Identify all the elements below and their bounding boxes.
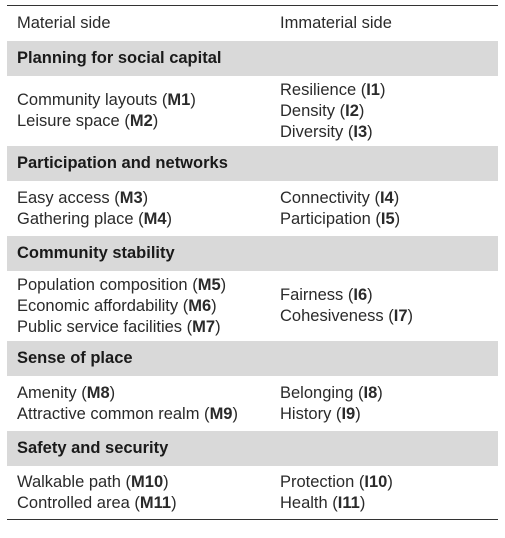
list-item: Diversity (I3) [280, 122, 373, 141]
item-code: I9 [341, 404, 356, 423]
item-code: I11 [337, 493, 360, 512]
item-code: I2 [345, 101, 359, 120]
item-code: I8 [363, 383, 378, 402]
item-code: I5 [380, 209, 395, 228]
list-item: Economic affordability (M6) [17, 296, 217, 315]
table-bottom-rule [7, 519, 498, 520]
item-text: Population composition [17, 275, 188, 294]
immaterial-list [270, 383, 498, 425]
item-text: Public service facilities [17, 317, 183, 336]
item-text: Belonging [280, 383, 354, 402]
material-list [7, 188, 270, 230]
list-item: Cohesiveness (I7) [280, 307, 413, 325]
item-code: I10 [364, 472, 388, 491]
header-immaterial: Immaterial side [280, 13, 392, 32]
item-text: Controlled area [17, 493, 130, 512]
item-text: Density [280, 101, 336, 120]
item-text: Gathering place [17, 209, 134, 228]
section-body [7, 76, 498, 146]
item-code: M8 [86, 383, 110, 402]
item-text: Attractive common realm [17, 404, 200, 423]
item-text: Easy access [17, 188, 110, 207]
list-item: Health (I11) [280, 493, 366, 512]
item-text: Fairness [280, 286, 344, 304]
section-body [7, 271, 498, 341]
material-list [7, 90, 270, 132]
indicator-table [7, 5, 498, 520]
item-text: Economic affordability [17, 296, 179, 315]
immaterial-list [270, 188, 498, 230]
section-body [7, 376, 498, 431]
item-code: M7 [192, 317, 216, 336]
item-text: Resilience [280, 80, 357, 99]
item-code: M4 [143, 209, 167, 228]
immaterial-list [270, 80, 498, 143]
item-code: I3 [353, 122, 368, 141]
section-body [7, 466, 498, 519]
list-item: Density (I2) [280, 101, 365, 120]
item-text: Health [280, 493, 328, 512]
list-item: Leisure space (M2) [17, 112, 159, 130]
material-list [7, 472, 270, 514]
item-text: Community layouts [17, 91, 158, 109]
section-title: Participation and networks [7, 146, 498, 181]
item-code: M10 [131, 472, 164, 491]
item-code: M2 [129, 112, 153, 130]
item-code: I1 [366, 80, 380, 99]
immaterial-list [270, 285, 498, 327]
item-code: M1 [167, 91, 191, 109]
item-code: I6 [353, 286, 368, 304]
list-item: Gathering place (M4) [17, 209, 173, 228]
item-text: Protection [280, 472, 355, 491]
list-item: History (I9) [280, 404, 361, 423]
item-text: Connectivity [280, 188, 370, 207]
item-code: M11 [139, 493, 172, 512]
list-item: Population composition (M5) [17, 275, 227, 294]
list-item: Protection (I10) [280, 472, 393, 491]
list-item: Controlled area (M11) [17, 493, 177, 512]
immaterial-list [270, 472, 498, 514]
section-title: Planning for social capital [7, 41, 498, 76]
item-text: Walkable path [17, 472, 121, 491]
list-item: Attractive common realm (M9) [17, 404, 238, 423]
list-item: Public service facilities (M7) [17, 317, 221, 336]
list-item: Belonging (I8) [280, 383, 383, 402]
item-text: Cohesiveness [280, 307, 384, 325]
list-item: Participation (I5) [280, 209, 401, 228]
list-item: Easy access (M3) [17, 188, 149, 207]
item-text: Diversity [280, 122, 344, 141]
item-text: Amenity [17, 383, 77, 402]
list-item: Walkable path (M10) [17, 472, 169, 491]
section-title: Community stability [7, 236, 498, 271]
material-list [7, 275, 270, 338]
list-item: Resilience (I1) [280, 80, 386, 99]
item-text: Leisure space [17, 112, 120, 130]
list-item: Amenity (M8) [17, 383, 116, 402]
list-item: Connectivity (I4) [280, 188, 400, 207]
item-code: M9 [209, 404, 233, 423]
section-title: Safety and security [7, 431, 498, 466]
item-code: M6 [188, 296, 212, 315]
header-material: Material side [17, 13, 111, 32]
section-body [7, 181, 498, 236]
item-code: M3 [119, 188, 143, 207]
table-header-row [7, 6, 498, 41]
list-item: Community layouts (M1) [17, 91, 196, 109]
item-code: I4 [379, 188, 394, 207]
item-text: History [280, 404, 332, 423]
item-code: M5 [197, 275, 221, 294]
list-item: Fairness (I6) [280, 286, 373, 304]
item-code: I7 [393, 307, 408, 325]
section-title: Sense of place [7, 341, 498, 376]
material-list [7, 383, 270, 425]
item-text: Participation [280, 209, 371, 228]
